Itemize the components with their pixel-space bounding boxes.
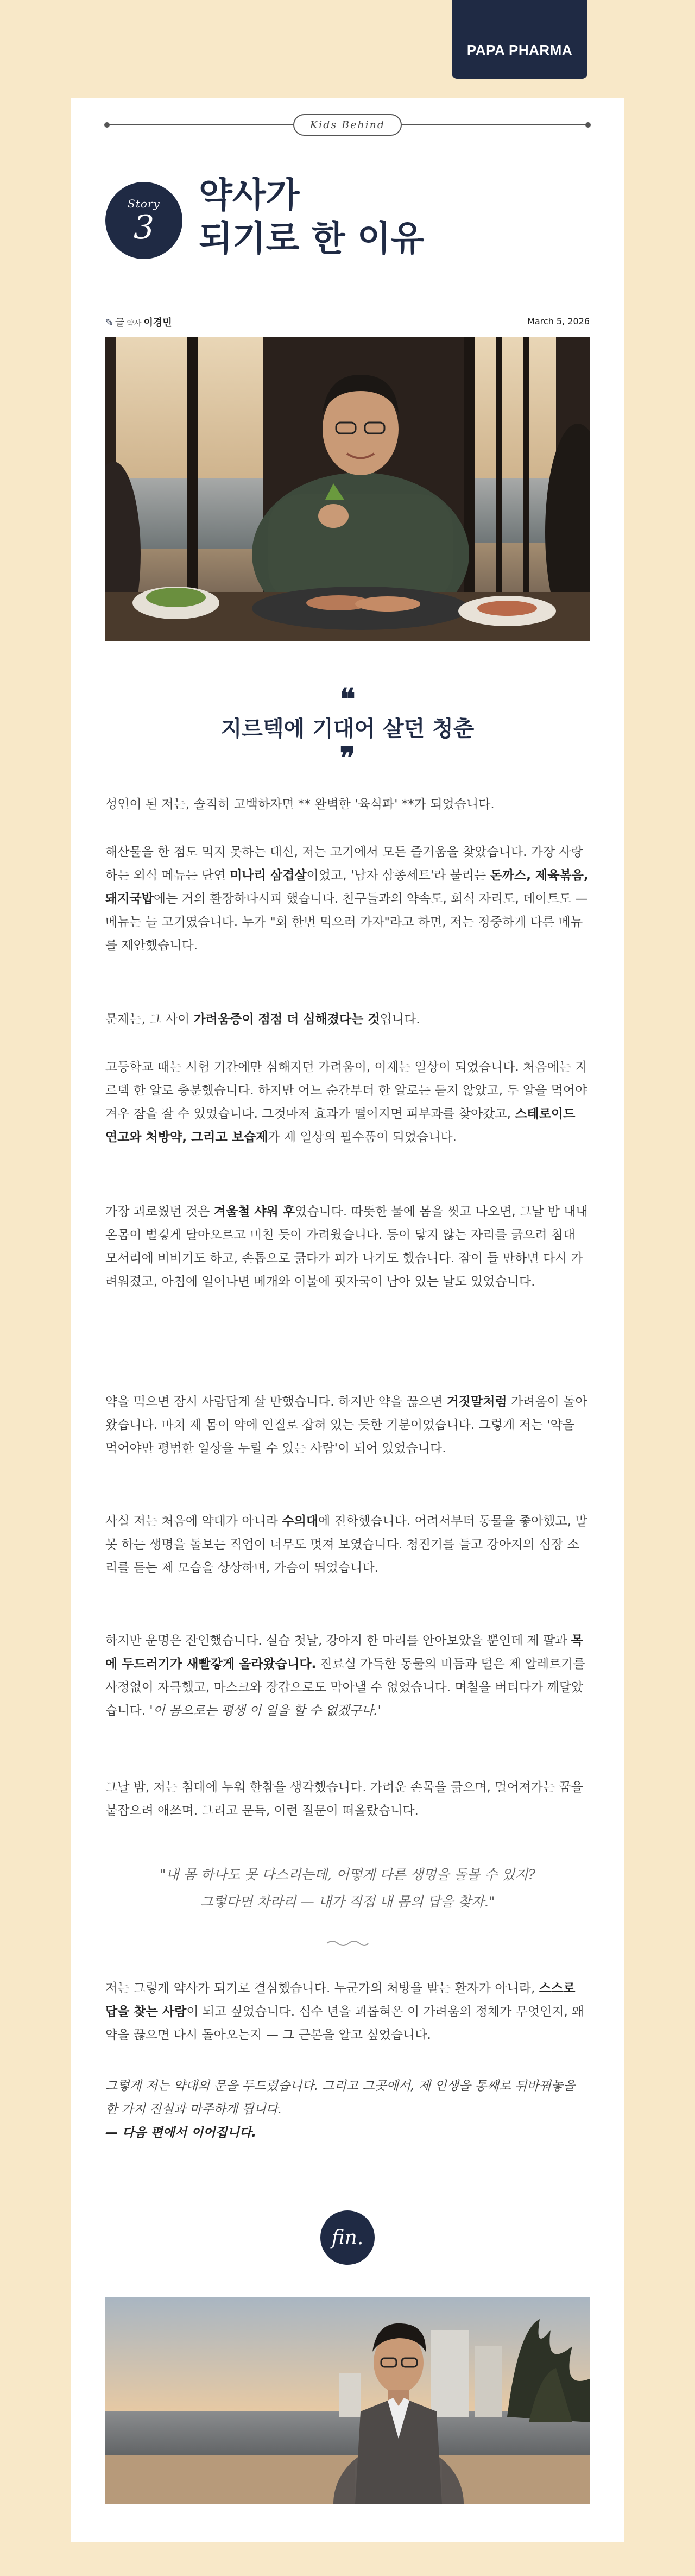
ending-text: 그렇게 저는 약대의 문을 두드렸습니다. 그리고 그곳에서, 제 인생을 통째로 뒤바꿔놓을 한 가지 진실과 마주하게 됩니다. xyxy=(105,2079,576,2117)
fin-badge: fin. xyxy=(320,2210,375,2265)
brand-logo[interactable]: PAPA PHARMA xyxy=(452,0,587,79)
series-tag: Kids Behind xyxy=(293,114,402,136)
paragraph-1: 성인이 된 저는, 솔직히 고백하자면 ** 완벽한 '육식파' **가 되었습니다. xyxy=(105,797,495,811)
section-title: 지르텍에 기대어 살던 청춘 xyxy=(220,716,475,741)
byline xyxy=(105,315,172,329)
paragraph-4: 고등학교 때는 시험 기간에만 심해지던 가려움이, 이제는 일상이 되었습니다. 처음에는 지르텍 한 알로 충분했습니다. 하지만 어느 순간부터 한 알로는 듣지 않았고, 두 알을 먹어야 겨우 잠을 잘 수 있었습니다. 그것마저 효과가 떨어지면 피부과를 찾아갔고, 스테로이드 연고와 처방약, 그리고 보습제가 제 일상의 필수품이 되었습니다. xyxy=(105,1060,587,1144)
story-number: 3 xyxy=(133,209,155,247)
handwritten-quote-line-1: "내 몸 하나도 못 다스리는데, 어떻게 다른 생명을 돌볼 수 있지? xyxy=(160,1867,535,1882)
title-line-1: 약사가 xyxy=(199,175,300,216)
paragraph-10: 저는 그렇게 약사가 되기로 결심했습니다. 누군가의 처방을 받는 환자가 아니라, 스스로 답을 찾는 사람이 되고 싶었습니다. 십수 년을 괴롭혀온 이 가려움의 정체가 무엇인지, 왜 약을 끊으면 다시 돌아오는지 — 그 근본을 알고 싶었습니다. xyxy=(105,1981,584,2042)
photo-beach-portrait xyxy=(105,2297,590,2504)
photo-restaurant xyxy=(105,337,590,641)
author-role: 약사 xyxy=(127,319,142,328)
quote-open-icon: ❝ xyxy=(339,682,356,716)
paragraph-3: 문제는, 그 사이 가려움증이 점점 더 심해졌다는 것입니다. xyxy=(105,1012,420,1026)
publish-date: March 5, 2026 xyxy=(527,316,590,326)
story-badge xyxy=(105,182,182,259)
title-line-2: 되기로 한 이유 xyxy=(199,218,425,259)
byline-prefix: 글 xyxy=(115,317,125,329)
page-title xyxy=(199,174,579,261)
squiggle-divider xyxy=(326,1939,369,1948)
paragraph-5: 가장 괴로웠던 것은 겨울철 샤워 후였습니다. 따뜻한 물에 몸을 씻고 나오면, 그날 밤 내내 온몸이 벌겋게 달아오르고 미친 듯이 가려웠습니다. 등이 닿지 않는 자리를 긁으려 침대 모서리에 비비기도 하고, 손톱으로 긁다가 피가 나기도 했습니다. 잠이 들 만하면 다시 가려워졌고, 아침에 일어나면 베개와 이불에 핏자국이 남아 있는 날도 있었습니다. xyxy=(105,1205,588,1289)
paragraph-ending xyxy=(105,2075,590,2145)
paragraph-6: 약을 먹으면 잠시 사람답게 살 만했습니다. 하지만 약을 끊으면 거짓말처럼 가려움이 돌아왔습니다. 마치 제 몸이 약에 인질로 잡혀 있는 듯한 기분이었습니다. 그렇게 저는 '약을 먹어야만 평범한 일상을 누릴 수 있는 사람'이 되어 있었습니다. xyxy=(105,1395,587,1456)
quote-close-icon: ❞ xyxy=(339,740,356,775)
paragraph-2: 해산물을 한 점도 먹지 못하는 대신, 저는 고기에서 모든 즐거움을 찾았습니다. 가장 사랑하는 외식 메뉴는 단연 미나리 삼겹살이었고, '남자 삼종세트'라 불리는 돈까스, 제육볶음, 돼지국밥에는 거의 환장하다시피 했습니다. 친구들과의 약속도, 회식 자리도, 데이트도 — 메뉴는 늘 고기였습니다. 누가 "회 한번 먹으러 가자"라고 하면, 저는 정중하게 다른 메뉴를 제안했습니다. xyxy=(105,845,589,953)
pen-icon: ✎ xyxy=(105,317,114,329)
paragraph-9: 그날 밤, 저는 침대에 누워 한참을 생각했습니다. 가려운 손목을 긁으며, 멀어져가는 꿈을 붙잡으려 애쓰며. 그리고 문득, 이런 질문이 떠올랐습니다. xyxy=(105,1780,583,1818)
paragraph-8: 하지만 운명은 잔인했습니다. 실습 첫날, 강아지 한 마리를 안아보았을 뿐인데 제 팔과 목에 두드러기가 새빨갛게 올라왔습니다. 진료실 가득한 동물의 비듬과 털은 제 알레르기를 사정없이 자극했고, 마스크와 장갑으로도 막아낼 수 없었습니다. 며칠을 버티다가 깨달았습니다. '이 몸으로는 평생 이 일을 할 수 없겠구나.' xyxy=(105,1634,585,1718)
article-paper xyxy=(71,98,624,2542)
paragraph-7: 사실 저는 처음에 약대가 아니라 수의대에 진학했습니다. 어려서부터 동물을 좋아했고, 말 못 하는 생명을 돌보는 직업이 너무도 멋져 보였습니다. 청진기를 들고 강아지의 심장 소리를 듣는 제 모습을 상상하며, 가슴이 뛰었습니다. xyxy=(105,1514,587,1575)
story-label: Story xyxy=(128,197,160,210)
author-name: 이경민 xyxy=(143,317,172,329)
handwritten-quote-line-2: 그렇다면 차라리 — 내가 직접 내 몸의 답을 찾자." xyxy=(200,1894,495,1910)
to-be-continued: — 다음 편에서 이어집니다. xyxy=(105,2126,256,2140)
